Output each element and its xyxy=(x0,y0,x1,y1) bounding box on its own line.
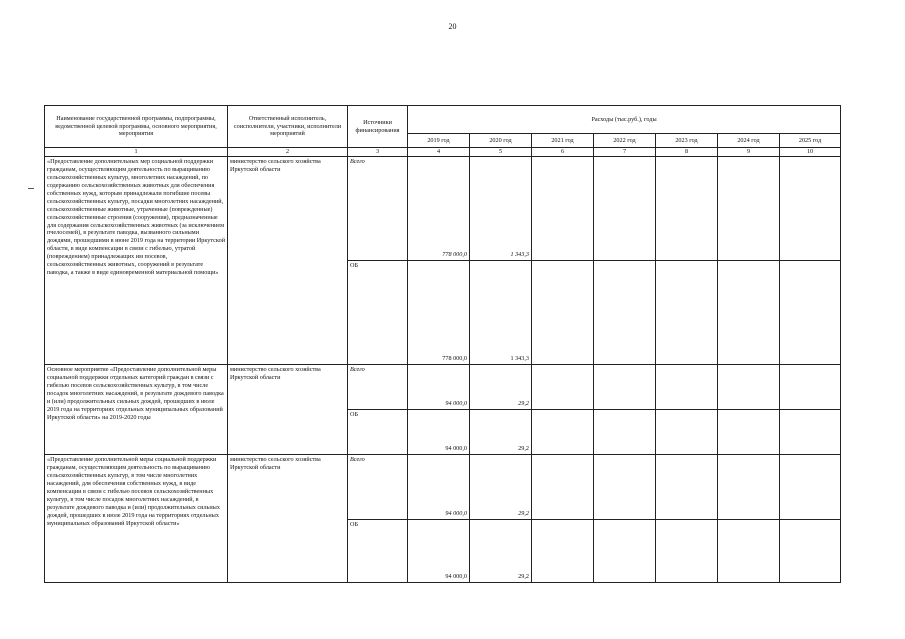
table-row xyxy=(45,157,841,261)
source-total: Всего xyxy=(348,455,408,520)
margin-mark xyxy=(28,188,34,189)
empty-cell xyxy=(656,157,718,261)
page-number: 20 xyxy=(448,22,457,31)
header-executor: Ответственный исполнитель, соисполнители, участники, исполнители мероприятий xyxy=(228,106,348,148)
header-year: 2023 год xyxy=(656,134,718,148)
empty-cell xyxy=(594,410,656,455)
column-number: 1 xyxy=(45,148,228,157)
column-number: 4 xyxy=(408,148,470,157)
column-number: 6 xyxy=(532,148,594,157)
value-2020-ob: 1 343,3 xyxy=(470,261,532,365)
column-number: 3 xyxy=(348,148,408,157)
empty-cell xyxy=(594,455,656,520)
column-number: 8 xyxy=(656,148,718,157)
header-year: 2024 год xyxy=(718,134,780,148)
empty-cell xyxy=(718,157,780,261)
empty-cell xyxy=(656,455,718,520)
empty-cell xyxy=(532,455,594,520)
empty-cell xyxy=(594,520,656,583)
column-number: 10 xyxy=(780,148,841,157)
empty-cell xyxy=(718,520,780,583)
executor-name: министерство сельского хозяйства Иркутской области xyxy=(228,157,348,365)
empty-cell xyxy=(780,520,841,583)
source-ob: ОБ xyxy=(348,261,408,365)
measure-name: Основное мероприятие «Предоставление дополнительной меры социальной поддержки отдельных категорий граждан в связи с гибелью посевов сельскохозяйственных культур, в том числе посадок многолетних насаждений, в результате дождевого паводка и (или) продолжительных сильных дождей, прошедших в июле 2019 года на территориях отдельных муниципальных образований Иркутской области» на 2019-2020 годы xyxy=(45,365,228,455)
column-number: 9 xyxy=(718,148,780,157)
executor-name: министерство сельского хозяйства Иркутской области xyxy=(228,455,348,583)
column-number: 7 xyxy=(594,148,656,157)
empty-cell xyxy=(532,520,594,583)
empty-cell xyxy=(656,410,718,455)
empty-cell xyxy=(656,520,718,583)
value-2019-total: 94 000,0 xyxy=(408,365,470,410)
empty-cell xyxy=(718,365,780,410)
column-numbers-row xyxy=(45,148,841,157)
empty-cell xyxy=(594,365,656,410)
value-2019-ob: 94 000,0 xyxy=(408,520,470,583)
header-year: 2022 год xyxy=(594,134,656,148)
empty-cell xyxy=(532,157,594,261)
header-expenses: Расходы (тыс.руб.), годы xyxy=(408,106,841,134)
value-2020-total: 1 343,3 xyxy=(470,157,532,261)
value-2019-ob: 778 000,0 xyxy=(408,261,470,365)
value-2019-total: 94 000,0 xyxy=(408,455,470,520)
header-year: 2020 год xyxy=(470,134,532,148)
value-2020-ob: 29,2 xyxy=(470,520,532,583)
header-year: 2025 год xyxy=(780,134,841,148)
source-ob: ОБ xyxy=(348,410,408,455)
value-2019-ob: 94 000,0 xyxy=(408,410,470,455)
empty-cell xyxy=(532,261,594,365)
empty-cell xyxy=(532,365,594,410)
empty-cell xyxy=(656,365,718,410)
header-year: 2019 год xyxy=(408,134,470,148)
value-2020-ob: 29,2 xyxy=(470,410,532,455)
empty-cell xyxy=(780,410,841,455)
source-total: Всего xyxy=(348,365,408,410)
empty-cell xyxy=(718,261,780,365)
measure-name: «Предоставление дополнительных мер социальной поддержки гражданам, осуществляющим деятельность по выращиванию сельскохозяйственных культур, многолетних насаждений, по содержанию сельскохозяйственных животных для обеспечения собственных нужд, которым принадлежали погибшие посевы сельскохозяйственных культур, посадки многолетних насаждений, сельскохозяйственные животные, утраченные (поврежденные) сельскохозяйственные строения (сооружения), предназначенные для содержания сельскохозяйственных животных (за исключением пчелосемей), в результате паводка, вызванного сильными дождями, прошедшими в июне 2019 года на территории Иркутской области, в виде компенсации в связи с гибелью, утратой (повреждением) принадлежащих им посевов, сельскохозяйственных животных, сооружений в результате паводка, а также в виде единовременной материальной помощи» xyxy=(45,157,228,365)
empty-cell xyxy=(780,455,841,520)
table-row xyxy=(45,365,841,410)
empty-cell xyxy=(780,365,841,410)
executor-name: министерство сельского хозяйства Иркутской области xyxy=(228,365,348,455)
value-2019-total: 778 000,0 xyxy=(408,157,470,261)
value-2020-total: 29,2 xyxy=(470,365,532,410)
empty-cell xyxy=(780,157,841,261)
source-total: Всего xyxy=(348,157,408,261)
empty-cell xyxy=(780,261,841,365)
header-year: 2021 год xyxy=(532,134,594,148)
header-funding-source: Источники финансирования xyxy=(348,106,408,148)
table-row xyxy=(45,455,841,520)
value-2020-total: 29,2 xyxy=(470,455,532,520)
column-number: 2 xyxy=(228,148,348,157)
source-ob: ОБ xyxy=(348,520,408,583)
empty-cell xyxy=(718,410,780,455)
empty-cell xyxy=(718,455,780,520)
expenses-table xyxy=(44,105,841,583)
measure-name: «Предоставление дополнительной меры социальной поддержки гражданам, осуществляющим деятельность по выращиванию сельскохозяйственных культур, в том числе многолетних насаждений, для обеспечения собственных нужд, в виде компенсации в связи с гибелью посевов сельскохозяйственных культур, в том числе посадок многолетних насаждений, в результате дождевого паводка и (или) продолжительных сильных дождей, прошедших в июле 2019 года на территориях отдельных муниципальных образований Иркутской области» xyxy=(45,455,228,583)
empty-cell xyxy=(532,410,594,455)
column-number: 5 xyxy=(470,148,532,157)
empty-cell xyxy=(656,261,718,365)
empty-cell xyxy=(594,157,656,261)
header-program-name: Наименование государственной программы, подпрограммы, ведомственной целевой программы, основного мероприятия, мероприятия xyxy=(45,106,228,148)
empty-cell xyxy=(594,261,656,365)
